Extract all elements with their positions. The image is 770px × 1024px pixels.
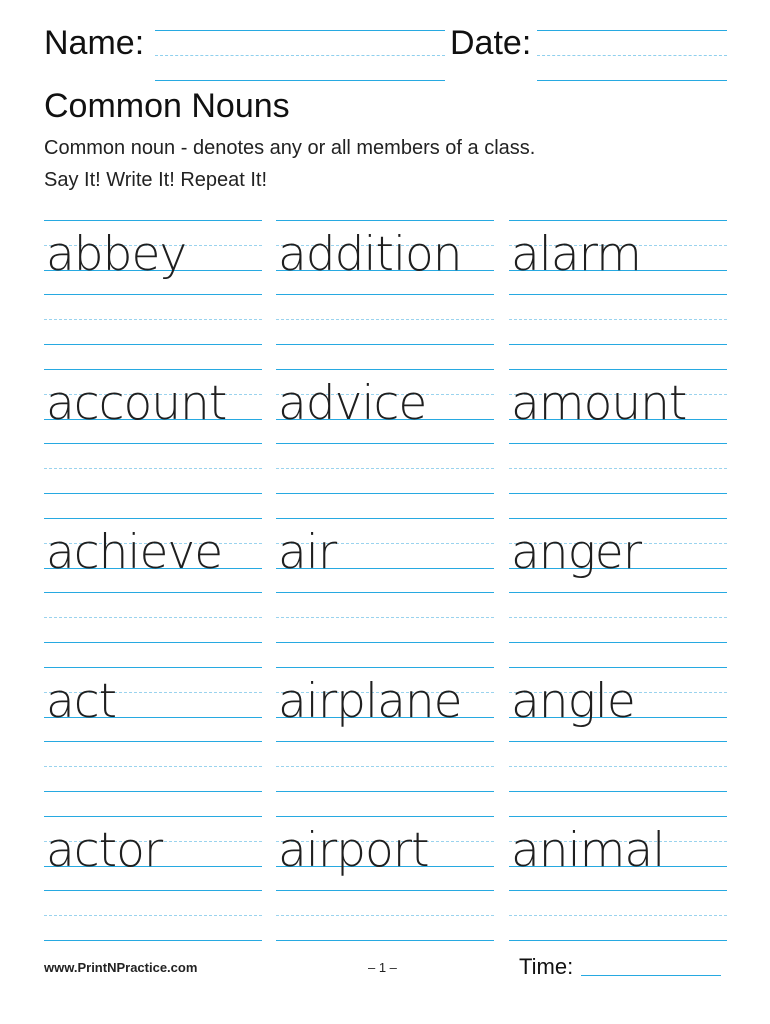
guide-line-solid <box>509 294 727 295</box>
practice-word: airplane <box>278 674 462 729</box>
guide-line-solid <box>276 493 494 494</box>
guide-line-solid <box>509 816 727 817</box>
guide-line-solid <box>44 518 262 519</box>
guide-line-solid <box>44 443 262 444</box>
guide-line-solid <box>509 220 727 221</box>
guide-line-solid <box>276 518 494 519</box>
guide-line-dashed <box>509 319 727 320</box>
guide-line-dashed <box>44 766 262 767</box>
guide-line-dashed <box>509 766 727 767</box>
practice-word: abbey <box>46 227 187 282</box>
guide-line-solid <box>276 369 494 370</box>
practice-cell[interactable] <box>276 220 494 344</box>
practice-word: achieve <box>46 525 223 580</box>
guide-line-solid <box>44 816 262 817</box>
guide-line-solid <box>276 344 494 345</box>
guide-line-solid <box>276 220 494 221</box>
practice-cell[interactable] <box>276 518 494 642</box>
guide-line-dashed <box>44 915 262 916</box>
practice-cell[interactable] <box>44 667 262 791</box>
guide-line-solid <box>276 592 494 593</box>
guide-line-solid <box>276 791 494 792</box>
practice-cell[interactable] <box>44 816 262 940</box>
practice-cell[interactable] <box>276 369 494 493</box>
practice-cell[interactable] <box>509 667 727 791</box>
practice-word: account <box>46 376 227 431</box>
practice-word: advice <box>278 376 427 431</box>
guide-line-solid <box>509 940 727 941</box>
guide-line-solid <box>44 890 262 891</box>
guide-line-solid <box>44 667 262 668</box>
page-number: – 1 – <box>368 960 397 975</box>
guide-line-solid <box>276 890 494 891</box>
guide-line-solid <box>44 294 262 295</box>
guide-line-dashed <box>509 617 727 618</box>
guide-line-solid <box>509 518 727 519</box>
guide-line-dashed <box>276 766 494 767</box>
guide-line-solid <box>44 741 262 742</box>
guide-line-solid <box>509 369 727 370</box>
guide-line-solid <box>509 890 727 891</box>
guide-line-solid <box>276 294 494 295</box>
guide-line-dashed <box>276 468 494 469</box>
practice-cell[interactable] <box>44 220 262 344</box>
name-label: Name: <box>44 24 145 62</box>
website-link[interactable]: www.PrintNPractice.com <box>44 960 198 975</box>
practice-cell[interactable] <box>509 816 727 940</box>
guide-line-solid <box>44 344 262 345</box>
guide-line-solid <box>509 443 727 444</box>
time-field[interactable] <box>581 975 721 976</box>
guide-line-dashed <box>276 617 494 618</box>
guide-line-solid <box>44 369 262 370</box>
guide-line-solid <box>276 816 494 817</box>
date-label: Date: <box>450 24 532 62</box>
guide-line-solid <box>509 791 727 792</box>
guide-line-solid <box>509 741 727 742</box>
practice-word: air <box>278 525 337 580</box>
guide-line-solid <box>509 344 727 345</box>
guide-line-dashed <box>276 915 494 916</box>
guide-line-solid <box>44 642 262 643</box>
page-title: Common Nouns <box>44 87 290 125</box>
practice-cell[interactable] <box>44 369 262 493</box>
guide-line-solid <box>276 443 494 444</box>
practice-cell[interactable] <box>276 667 494 791</box>
practice-word: angle <box>511 674 635 729</box>
guide-line-solid <box>44 592 262 593</box>
guide-line-solid <box>44 940 262 941</box>
practice-word: amount <box>511 376 687 431</box>
guide-line-solid <box>44 791 262 792</box>
practice-cell[interactable] <box>509 518 727 642</box>
guide-line-solid <box>276 741 494 742</box>
guide-line-dashed <box>509 468 727 469</box>
guide-line-solid <box>276 642 494 643</box>
guide-line-solid <box>44 220 262 221</box>
guide-line-solid <box>509 592 727 593</box>
guide-line-solid <box>276 940 494 941</box>
guide-line-dashed <box>44 617 262 618</box>
practice-word: animal <box>511 823 665 878</box>
practice-word: addition <box>278 227 462 282</box>
guide-line-solid <box>509 493 727 494</box>
practice-cell[interactable] <box>509 369 727 493</box>
guide-line-solid <box>44 493 262 494</box>
practice-word: act <box>46 674 117 729</box>
instruction-text: Say It! Write It! Repeat It! <box>44 169 268 191</box>
guide-line-solid <box>509 667 727 668</box>
guide-line-dashed <box>509 915 727 916</box>
guide-line-dashed <box>44 468 262 469</box>
practice-word: alarm <box>511 227 641 282</box>
practice-cell[interactable] <box>276 816 494 940</box>
practice-cell[interactable] <box>509 220 727 344</box>
guide-line-solid <box>509 642 727 643</box>
practice-word: anger <box>511 525 642 580</box>
time-label: Time: <box>519 954 574 979</box>
description-text: Common noun - denotes any or all members of a class. <box>44 137 536 159</box>
guide-line-dashed <box>44 319 262 320</box>
practice-word: actor <box>46 823 163 878</box>
guide-line-solid <box>276 667 494 668</box>
practice-word: airport <box>278 823 429 878</box>
guide-line-dashed <box>276 319 494 320</box>
practice-cell[interactable] <box>44 518 262 642</box>
